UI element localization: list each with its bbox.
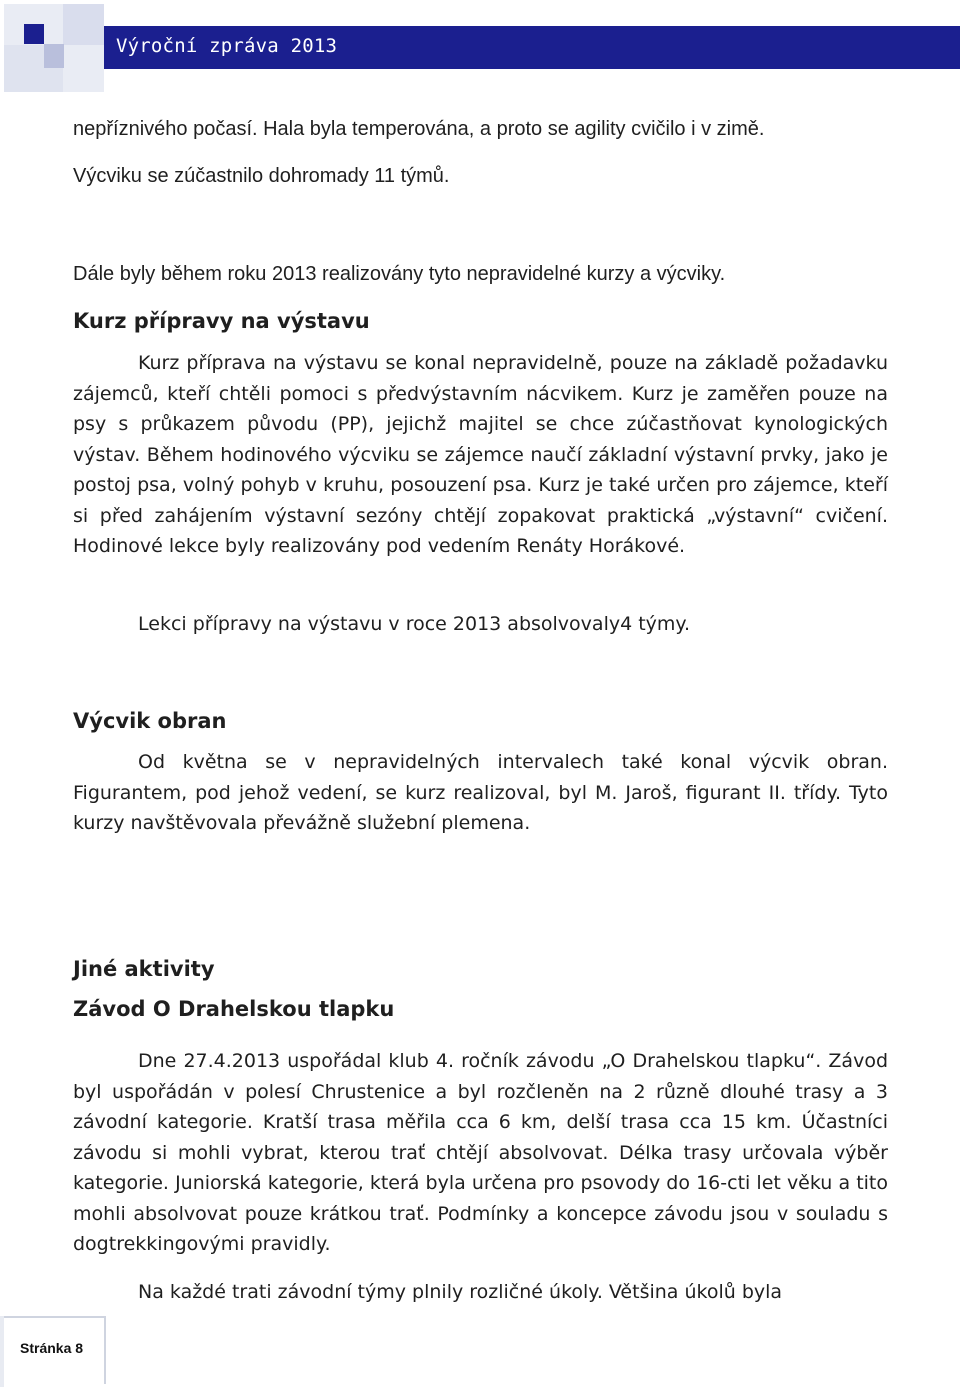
footer-shade: [0, 1316, 4, 1387]
section-note-vystava: Lekci přípravy na výstavu v roce 2013 absolvovaly4 týmy.: [138, 613, 690, 635]
document-title: Výroční zpráva 2013: [116, 35, 338, 57]
section-subheading-zavod: Závod O Drahelskou tlapku: [73, 997, 395, 1021]
section-body-obrana: Od května se v nepravidelných intervalech také konal výcvik obran. Figurantem, pod jehož vedení, se kurz realizoval, byl M. Jaroš, figurant II. třídy. Tyto kurzy navštěvovala převážně služební plemena.: [73, 751, 888, 834]
page-number: Stránka 8: [20, 1340, 84, 1356]
section-body-vystava: Kurz příprava na výstavu se konal nepravidelně, pouze na základě požadavku zájemců, kteří chtěli pomoci s předvýstavním nácvikem. Kurz je zaměřen pouze na psy s průkazem původu (PP), jejichž majitel se chce zúčastňovat kynologických výstav. Během hodinového výcviku se zájemce naučí základní výstavní prvky, jako je postoj psa, volný pohyb v kruhu, posouzení psa. Kurz je také určen pro zájemce, kteří si před zahájením výstavní sezóny chtějí zopakovat praktická „výstavní“ cvičení. Hodinové lekce byly realizovány pod vedením Renáty Horákové.: [73, 352, 888, 557]
paragraph-teams-count: Výcviku se zúčastnilo dohromady 11 týmů.: [73, 165, 450, 187]
paragraph-weather: nepříznivého počasí. Hala byla temperována, a proto se agility cvičilo i v zimě.: [73, 118, 765, 140]
section-heading-jine: Jiné aktivity: [73, 957, 215, 981]
section-heading-obrana: Výcvik obran: [73, 709, 227, 733]
paragraph-courses-intro: Dále byly během roku 2013 realizovány tyto nepravidelné kurzy a výcviky.: [73, 263, 726, 285]
header-decoration: [0, 0, 110, 92]
section-heading-vystava: Kurz přípravy na výstavu: [73, 309, 370, 333]
section-body-zavod: Dne 27.4.2013 uspořádal klub 4. ročník závodu „O Drahelskou tlapku“. Závod byl uspořádán v polesí Chrustenice a byl rozčleněn na 2 různě dlouhé trasy a 3 závodní kategorie. Kratší trasa měřila cca 6 km, delší trasa cca 15 km. Účastníci závodu si mohli vybrat, kterou trať chtějí absolvovat. Délka trasy určovala výběr kategorie. Juniorská kategorie, která byla určena pro psovody do 16-cti let věku a tito mohli absolvovat pouze krátkou trať. Podmínky a koncepce závodu jsou v souladu s dogtrekkingovými pravidly.: [73, 1050, 888, 1255]
section-body-zavod-cont: Na každé trati závodní týmy plnily rozličné úkoly. Většina úkolů byla: [138, 1281, 783, 1303]
